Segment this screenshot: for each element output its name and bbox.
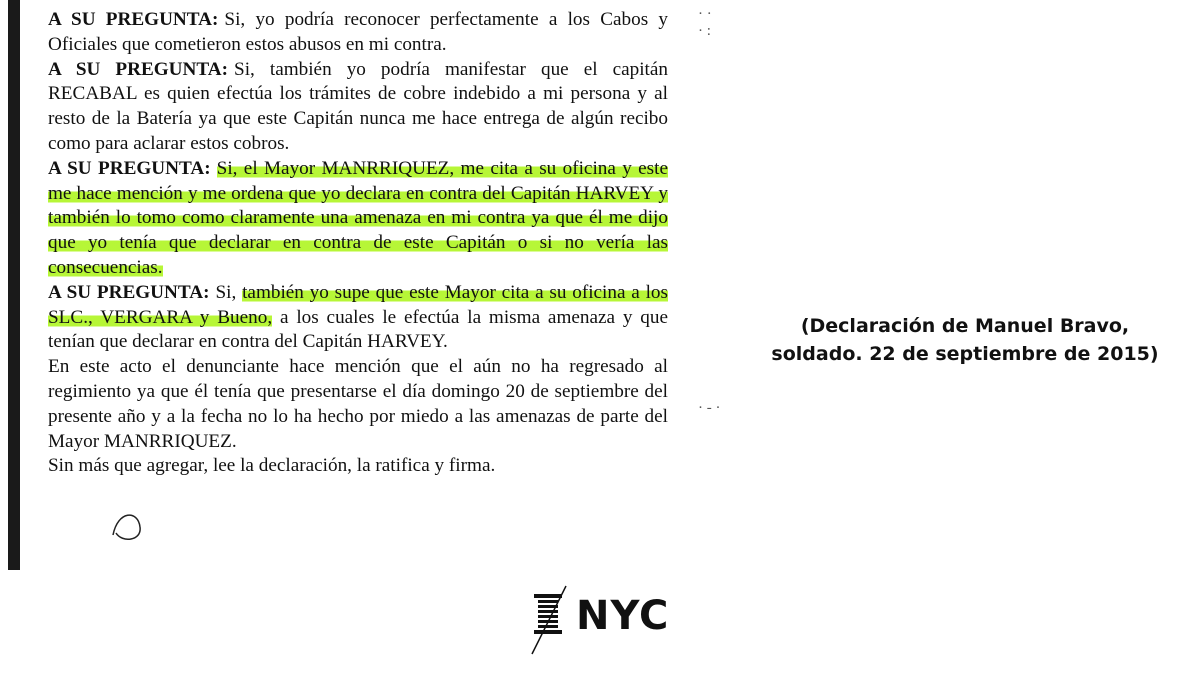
answer-text-after: a los cuales le efectúa la misma amenaza y que tenían que declarar en contra del Capitán HARVEY.: [48, 306, 668, 353]
question-label: A SU PREGUNTA:: [48, 281, 210, 303]
highlighted-answer: también yo supe que este Mayor cita a su oficina a los SLC., VERGARA y Bueno,: [48, 281, 668, 328]
answer-text: Si, yo podría reconocer perfectamente a los Cabos y Oficiales que cometieron estos abusos en mi contra.: [48, 9, 668, 55]
scan-edge-border: [8, 0, 20, 570]
paragraph-5: [48, 355, 668, 454]
highlighted-answer: Si, el Mayor MANRRIQUEZ, me cita a su oficina y este me hace mención y me ordena que yo declara en contra del Capitán HARVEY y también lo tomo como claramente una amenaza en mi contra ya que él me dijo que yo tenía que declarar en contra de este Capitán o si no vería las consecuencias.: [48, 157, 668, 278]
paragraph-1: [48, 8, 668, 58]
scan-noise-marks: · - ·: [698, 400, 721, 416]
spool-needle-icon: [528, 584, 572, 656]
paragraph-2: [48, 58, 668, 157]
caption-line-1: (Declaración de Manuel Bravo,: [800, 315, 1130, 337]
paragraph-3: [48, 157, 668, 281]
statement-text: En este acto el denunciante hace mención que el aún no ha regresado al regimiento ya que él tenía que presentarse el día domingo 20 de septiembre del presente año y a la fecha no lo ha hecho por miedo a las amenazas de parte del Mayor MANRRIQUEZ.: [48, 356, 668, 452]
question-label: A SU PREGUNTA:: [48, 9, 219, 30]
caption-line-2: soldado. 22 de septiembre de 2015): [771, 343, 1159, 365]
source-caption: [740, 312, 1190, 368]
question-label: A SU PREGUNTA:: [48, 157, 211, 179]
paragraph-4: [48, 281, 668, 355]
closing-text: Sin más que agregar, lee la declaración, la ratifica y firma.: [48, 455, 496, 477]
declaration-text: [48, 8, 668, 479]
answer-text: Si, también yo podría manifestar que el capitán RECABAL es quien efectúa los trámites de cobre indebido a mi persona y al resto de la Batería ya que este Capitán nunca me hace entrega de algún recibo como para aclarar estos cobros.: [48, 58, 668, 154]
scanned-document: [8, 0, 730, 570]
nyc-logo: [528, 580, 678, 660]
scan-noise-marks: · · · :: [698, 6, 712, 39]
paragraph-6: [48, 454, 668, 479]
answer-text: Si,: [215, 281, 243, 303]
logo-text: NYC: [576, 593, 670, 639]
question-label: A SU PREGUNTA:: [48, 58, 229, 80]
handwritten-mark-icon: [108, 505, 148, 545]
